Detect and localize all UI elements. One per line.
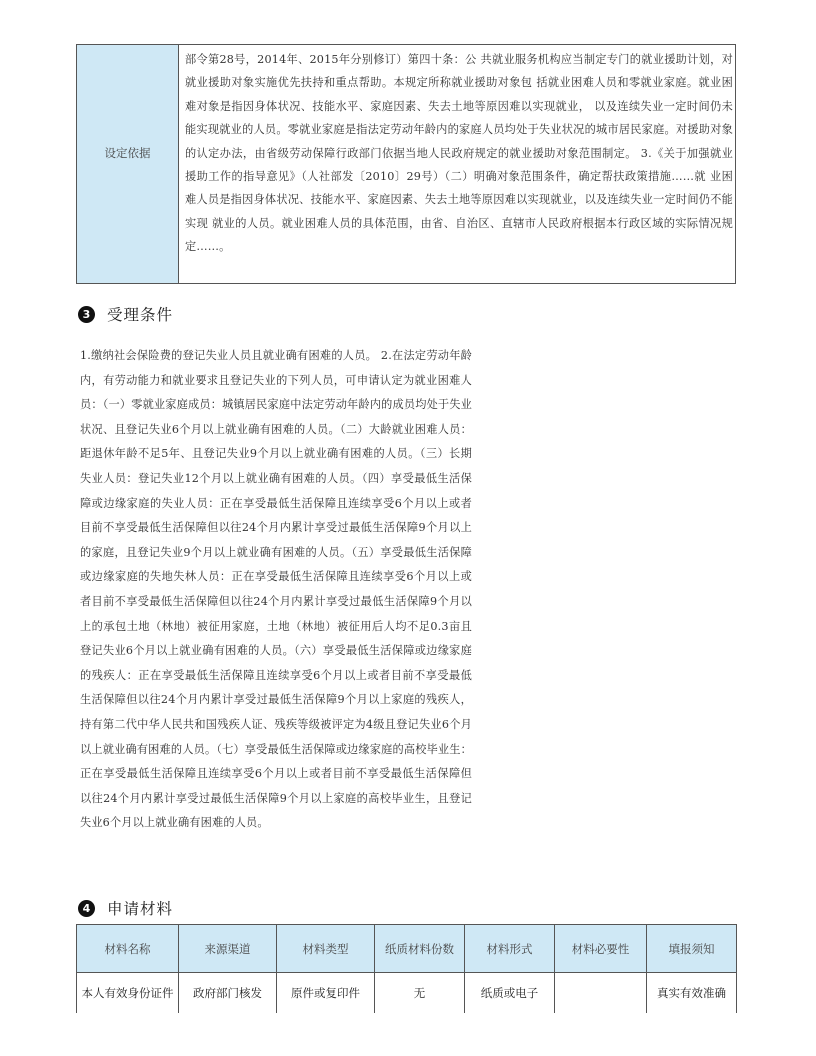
table-row xyxy=(77,973,737,1014)
table-cell: 政府部门核发 xyxy=(179,973,277,1014)
section-4-heading xyxy=(78,897,173,919)
column-header: 材料形式 xyxy=(465,925,555,973)
column-header: 纸质材料份数 xyxy=(375,925,465,973)
table-cell xyxy=(555,973,647,1014)
table-cell: 本人有效身份证件 xyxy=(77,973,179,1014)
column-header: 来源渠道 xyxy=(179,925,277,973)
column-header: 填报须知 xyxy=(647,925,737,973)
section-number-badge: 3 xyxy=(78,306,95,323)
table-cell: 无 xyxy=(375,973,465,1014)
basis-content: 部令第28号，2014年、2015年分别修订）第四十条：公 共就业服务机构应当制定专门的就业援助计划，对就业援助对象实施优先扶持和重点帮助。本规定所称就业援助对象包 括就业困难人员和零就业家庭。就业困难对象是指因身体状况、技能水平、家庭因素、失去土地等原因难以实现就业， 以及连续失业一定时间仍未能实现就业的人员。零就业家庭是指法定劳动年龄内的家庭人员均处于失业状况的城市居民家庭。对援助对象的认定办法，由省级劳动保障行政部门依据当地人民政府规定的就业援助对象范围制定。 3.《关于加强就业援助工作的指导意见》（人社部发〔2010〕29号）（二）明确对象范围条件，确定帮扶政策措施……就 业困难人员是指因身体状况、技能水平、家庭因素、失去土地等原因难以实现就业，以及连续失业一定时间仍不能实现 就业的人员。就业困难人员的具体范围，由省、自治区、直辖市人民政府根据本行政区域的实际情况规定……。 xyxy=(185,53,733,254)
section-3-heading xyxy=(78,303,173,325)
column-header: 材料必要性 xyxy=(555,925,647,973)
section-title: 申请材料 xyxy=(107,900,174,918)
table-header-row xyxy=(77,925,737,973)
materials-table xyxy=(76,924,737,1013)
basis-label: 设定依据 xyxy=(77,45,179,283)
section-title: 受理条件 xyxy=(107,306,174,324)
column-header: 材料名称 xyxy=(77,925,179,973)
section-number-badge: 4 xyxy=(78,900,95,917)
acceptance-conditions-text: 1.缴纳社会保险费的登记失业人员且就业确有困难的人员。 2.在法定劳动年龄内，有劳动能力和就业要求且登记失业的下列人员，可申请认定为就业困难人员：（一）零就业家庭成员：城镇居民家庭中法定劳动年龄内的成员均处于失业状况、且登记失业6个月以上就业确有困难的人员。（二）大龄就业困难人员：距退休年龄不足5年、且登记失业9个月以上就业确有困难的人员。（三）长期失业人员：登记失业12个月以上就业确有困难的人员。（四）享受最低生活保障或边缘家庭的失业人员：正在享受最低生活保障且连续享受6个月以上或者目前不享受最低生活保障但以往24个月内累计享受过最低生活保障9个月以上的家庭，且登记失业9个月以上就业确有困难的人员。（五）享受最低生活保障或边缘家庭的失地失林人员：正在享受最低生活保障且连续享受6个月以上或者目前不享受最低生活保障但以往24个月内累计享受过最低生活保障9个月以上的承包土地（林地）被征用家庭，土地（林地）被征用后人均不足0.3亩且登记失业6个月以上就业确有困难的人员。（六）享受最低生活保障或边缘家庭的残疾人：正在享受最低生活保障且连续享受6个月以上或者目前不享受最低生活保障但以往24个月内累计享受过最低生活保障9个月以上家庭的残疾人，持有第二代中华人民共和国残疾人证、残疾等级被评定为4级且登记失业6个月以上就业确有困难的人员。（七）享受最低生活保障或边缘家庭的高校毕业生：正在享受最低生活保障且连续享受6个月以上或者目前不享受最低生活保障但以往24个月内累计享受过最低生活保障9个月以上家庭的高校毕业生，且登记失业6个月以上就业确有困难的人员。 xyxy=(80,349,472,830)
table-cell: 真实有效准确 xyxy=(647,973,737,1014)
basis-table xyxy=(76,44,736,284)
table-cell: 纸质或电子 xyxy=(465,973,555,1014)
column-header: 材料类型 xyxy=(277,925,375,973)
table-cell: 原件或复印件 xyxy=(277,973,375,1014)
